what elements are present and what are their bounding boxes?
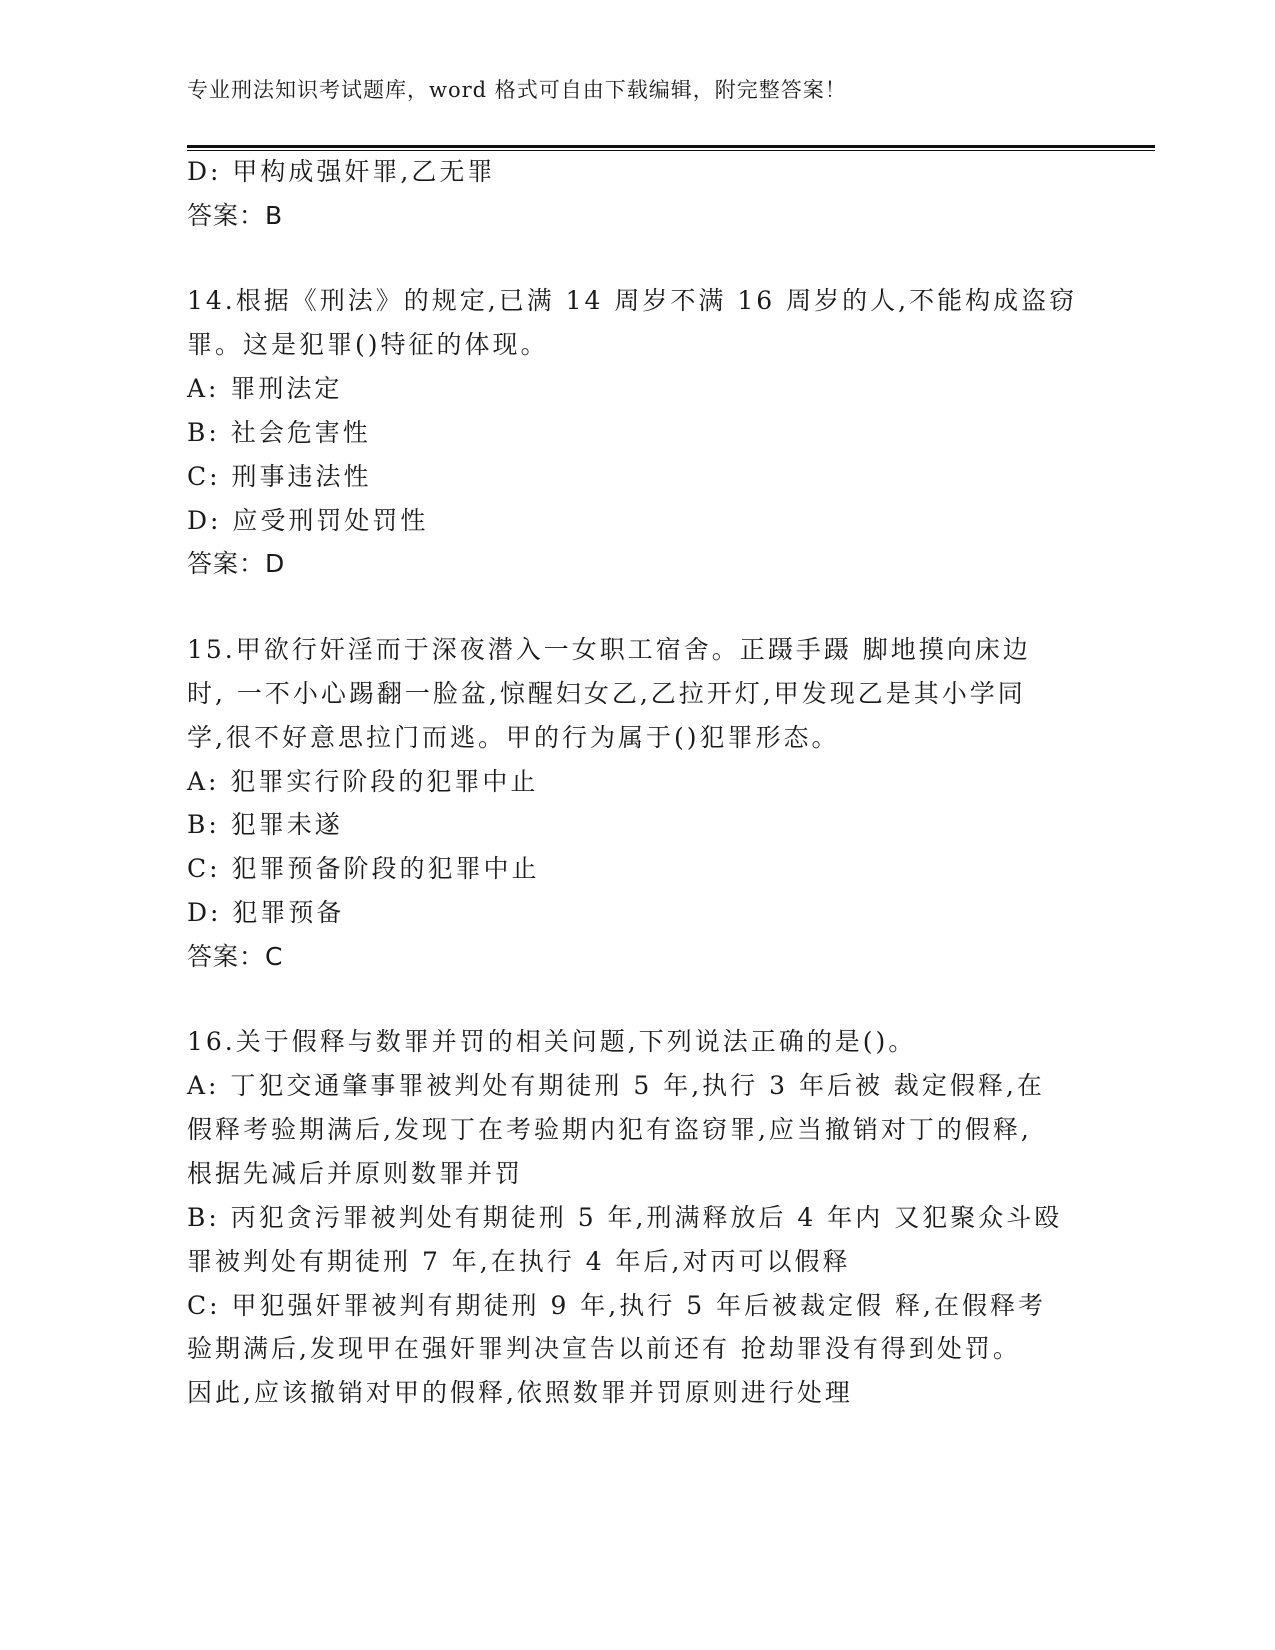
q16-option-a-line1: A: 丁犯交通肇事罪被判处有期徒刑 5 年,执行 3 年后被 裁定假释,在 [187, 1071, 1045, 1100]
q15-option-d: D: 犯罪预备 [187, 898, 345, 927]
q15-answer: 答案：C [187, 942, 284, 971]
q14-option-b: B: 社会危害性 [187, 418, 371, 447]
q15-stem-line1: 15.甲欲行奸淫而于深夜潜入一女职工宿舍。正蹑手蹑 脚地摸向床边 [187, 635, 1031, 664]
q15-stem-line3: 学,很不好意思拉门而逃。甲的行为属于()犯罪形态。 [187, 723, 840, 752]
prev-answer: 答案：B [187, 201, 284, 230]
q16-option-a-line3: 根据先减后并原则数罪并罚 [187, 1159, 524, 1188]
header-divider [187, 145, 1155, 151]
q15-option-b: B: 犯罪未遂 [187, 810, 343, 839]
q15-stem-line2: 时, 一不小心踢翻一脸盆,惊醒妇女乙,乙拉开灯,甲发现乙是其小学同 [187, 679, 1026, 708]
q16-option-c-line3: 因此,应该撤销对甲的假释,依照数罪并罚原则进行处理 [187, 1378, 853, 1407]
q14-answer: 答案：D [187, 549, 286, 578]
q14-option-c: C: 刑事违法性 [187, 462, 372, 491]
q15-option-c: C: 犯罪预备阶段的犯罪中止 [187, 854, 540, 883]
q15-option-a: A: 犯罪实行阶段的犯罪中止 [187, 767, 539, 796]
q14-stem-line2: 罪。这是犯罪()特征的体现。 [187, 330, 549, 359]
q16-option-b-line1: B: 丙犯贪污罪被判处有期徒刑 5 年,刑满释放后 4 年内 又犯聚众斗殴 [187, 1203, 1063, 1232]
q14-option-d: D: 应受刑罚处罚性 [187, 506, 429, 535]
prev-option-d: D: 甲构成强奸罪,乙无罪 [187, 157, 496, 186]
q14-option-a: A: 罪刑法定 [187, 374, 343, 403]
q16-stem-line1: 16.关于假释与数罪并罚的相关问题,下列说法正确的是()。 [187, 1027, 917, 1056]
q14-stem-line1: 14.根据《刑法》的规定,已满 14 周岁不满 16 周岁的人,不能构成盗窃 [187, 286, 1078, 315]
q16-option-b-line2: 罪被判处有期徒刑 7 年,在执行 4 年后,对丙可以假释 [187, 1247, 851, 1276]
page-header: 专业刑法知识考试题库，word 格式可自由下载编辑，附完整答案！ [187, 78, 847, 102]
q16-option-c-line1: C: 甲犯强奸罪被判有期徒刑 9 年,执行 5 年后被裁定假 释,在假释考 [187, 1291, 1046, 1320]
q16-option-c-line2: 验期满后,发现甲在强奸罪判决宣告以前还有 抢劫罪没有得到处罚。 [187, 1334, 1021, 1363]
q16-option-a-line2: 假释考验期满后,发现丁在考验期内犯有盗窃罪,应当撤销对丁的假释, [187, 1115, 1032, 1144]
